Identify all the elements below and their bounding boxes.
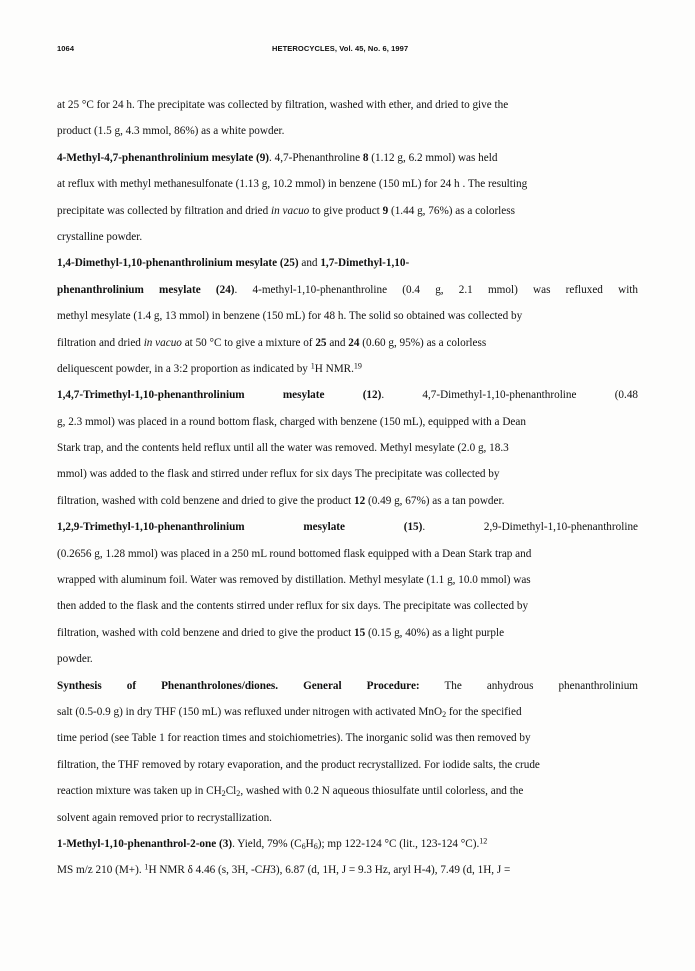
text-line [57, 330, 638, 356]
text-line [57, 778, 638, 804]
bold-text: 1,4-Dimethyl-1,10-phenanthrolinium mesylate (25) [57, 257, 299, 270]
text-run: (1.12 g, 6.2 mmol) was held [368, 151, 498, 164]
text-line [57, 831, 638, 857]
text-line [57, 514, 638, 540]
bold-text: 15 [354, 626, 366, 639]
text-run: g, 2.3 mmol) was placed in a round bottom flask, charged with benzene (150 mL), equipped with a Dean [57, 415, 526, 428]
text-line [57, 567, 638, 593]
subscript: 6 [313, 841, 318, 851]
text-line [57, 620, 638, 646]
text-run: H [305, 837, 314, 850]
text-run: reaction mixture was taken up in CH [57, 785, 222, 798]
superscript: 1 [310, 361, 315, 371]
text-run: 3 [270, 864, 276, 877]
text-run: MS m/z 210 (M+). [57, 864, 145, 877]
text-line [57, 541, 638, 567]
text-run: methyl mesylate (1.4 g, 13 mmol) in benzene (150 mL) for 48 h. The solid so obtained was collected by [57, 310, 523, 323]
text-run: powder. [57, 653, 93, 666]
text-run: , washed with 0.2 N aqueous thiosulfate until colorless, and the [240, 785, 524, 798]
text-run: filtration and dried [57, 336, 144, 349]
superscript: 1 [144, 862, 149, 872]
text-line [57, 461, 638, 487]
text-run: deliquescent powder, in a 3:2 proportion as indicated by [57, 362, 311, 375]
text-run: . Yield, 79% (C [232, 837, 302, 850]
italic-text: in vacuo [271, 204, 310, 217]
text-run: (1.44 g, 76%) as a colorless [388, 204, 515, 217]
text-run: H NMR δ 4.46 (s, 3H, -C [148, 864, 263, 877]
text-run: (0.15 g, 40%) as a light purple [365, 626, 505, 639]
bold-text: 8 [362, 151, 369, 164]
text-run: . 4-methyl-1,10-phenanthroline (0.4 g, 2.1 mmol) was refluxed with [234, 283, 638, 296]
bold-text: Synthesis of Phenanthrolones/diones. General Procedure: [57, 679, 420, 692]
italic-text: H [262, 864, 271, 877]
text-run: filtration, the THF removed by rotary evaporation, and the product recrystallized. For iodide salts, the crude [57, 758, 540, 771]
text-line [57, 409, 638, 435]
text-line [57, 303, 638, 329]
text-run: Stark trap, and the contents held reflux until all the water was removed. Methyl mesylate (2.0 g, 18.3 [57, 442, 509, 455]
text-line [57, 593, 638, 619]
text-run: (0.60 g, 95%) as a colorless [359, 336, 487, 349]
text-run: for the specified [446, 705, 522, 718]
text-run: (0.49 g, 67%) as a tan powder. [365, 494, 505, 507]
text-line [57, 805, 638, 831]
text-run: and [326, 336, 349, 349]
text-run: (0.2656 g, 1.28 mmol) was placed in a 250 mL round bottomed flask equipped with a Dean Stark trap and [57, 547, 532, 560]
text-run: H NMR. [314, 362, 354, 375]
bold-text: 1,2,9-Trimethyl-1,10-phenanthrolinium mesylate (15) [57, 521, 423, 534]
subscript: 2 [236, 789, 241, 799]
bold-text: 12 [354, 494, 366, 507]
text-run: precipitate was collected by filtration and dried [57, 204, 272, 217]
text-run: The anhydrous phenanthrolinium [419, 679, 638, 692]
bold-text: 25 [315, 336, 327, 349]
bold-text: 1-Methyl-1,10-phenanthrol-2-one (3) [57, 837, 233, 850]
bold-text: phenanthrolinium mesylate (24) [57, 283, 235, 296]
text-line [57, 857, 638, 883]
text-run: to give product [309, 204, 383, 217]
text-line [57, 673, 638, 699]
text-run: crystalline powder. [57, 230, 143, 243]
text-line [57, 250, 638, 276]
text-line [57, 277, 638, 303]
text-run: Cl [225, 785, 237, 798]
text-run: . 2,9-Dimethyl-1,10-phenanthroline [422, 521, 638, 534]
text-run: solvent again removed prior to recrystallization. [57, 811, 272, 824]
bold-text: 4-Methyl-4,7-phenanthrolinium mesylate (9) [57, 151, 270, 164]
subscript: 2 [221, 789, 226, 799]
text-run: time period (see Table 1 for reaction times and stoichiometries). The inorganic solid was then removed by [57, 732, 531, 745]
text-line [57, 646, 638, 672]
text-run: ), 6.87 (d, 1H, J = 9.3 Hz, aryl H-4), 7.49 (d, 1H, J = [275, 864, 511, 877]
bold-text: 24 [348, 336, 360, 349]
text-run: at 25 °C for 24 h. The precipitate was collected by filtration, washed with ether, and dried to give the [57, 99, 509, 111]
subscript: 6 [301, 841, 306, 851]
text-run: . 4,7-Dimethyl-1,10-phenanthroline (0.48 [381, 389, 638, 402]
text-run: at 50 °C to give a mixture of [181, 336, 316, 349]
text-run: filtration, washed with cold benzene and dried to give the product [57, 626, 354, 639]
article-body [57, 92, 638, 884]
text-line [57, 382, 638, 408]
text-run: product (1.5 g, 4.3 mmol, 86%) as a white powder. [57, 125, 285, 138]
text-line [57, 725, 638, 751]
page-number: 1064 [57, 44, 75, 53]
text-line [57, 92, 638, 118]
text-line [57, 356, 638, 382]
text-run: ); mp 122-124 °C (lit., 123-124 °C). [317, 837, 480, 850]
text-line [57, 118, 638, 144]
text-line [57, 171, 638, 197]
text-run: then added to the flask and the contents stirred under reflux for six days. The precipitate was collected by [57, 600, 529, 613]
superscript: 19 [353, 361, 362, 371]
superscript: 12 [479, 836, 488, 846]
bold-text: 1,4,7-Trimethyl-1,10-phenanthrolinium mesylate (12) [57, 389, 382, 402]
text-run: at reflux with methyl methanesulfonate (1.13 g, 10.2 mmol) in benzene (150 mL) for 24 h . The resulting [57, 178, 528, 191]
text-line [57, 752, 638, 778]
text-line [57, 198, 638, 224]
text-run: filtration, washed with cold benzene and dried to give the product [57, 494, 354, 507]
bold-text: 9 [382, 204, 389, 217]
text-run: . 4,7-Phenanthroline [269, 151, 363, 164]
text-run: wrapped with aluminum foil. Water was removed by distillation. Methyl mesylate (1.1 g, 10.0 mmol) was [57, 574, 531, 587]
text-run: and [298, 257, 321, 270]
text-line [57, 488, 638, 514]
bold-text: 1,7-Dimethyl-1,10- [320, 257, 410, 270]
text-run: salt (0.5-0.9 g) in dry THF (150 mL) was refluxed under nitrogen with activated MnO [57, 705, 443, 718]
running-header: HETEROCYCLES, Vol. 45, No. 6, 1997 [272, 44, 409, 53]
text-run: mmol) was added to the flask and stirred under reflux for six days The precipitate was collected by [57, 468, 500, 481]
text-line [57, 145, 638, 171]
subscript: 2 [442, 710, 447, 719]
text-line [57, 224, 638, 250]
text-line [57, 699, 638, 725]
italic-text: in vacuo [143, 336, 182, 349]
text-line [57, 435, 638, 461]
